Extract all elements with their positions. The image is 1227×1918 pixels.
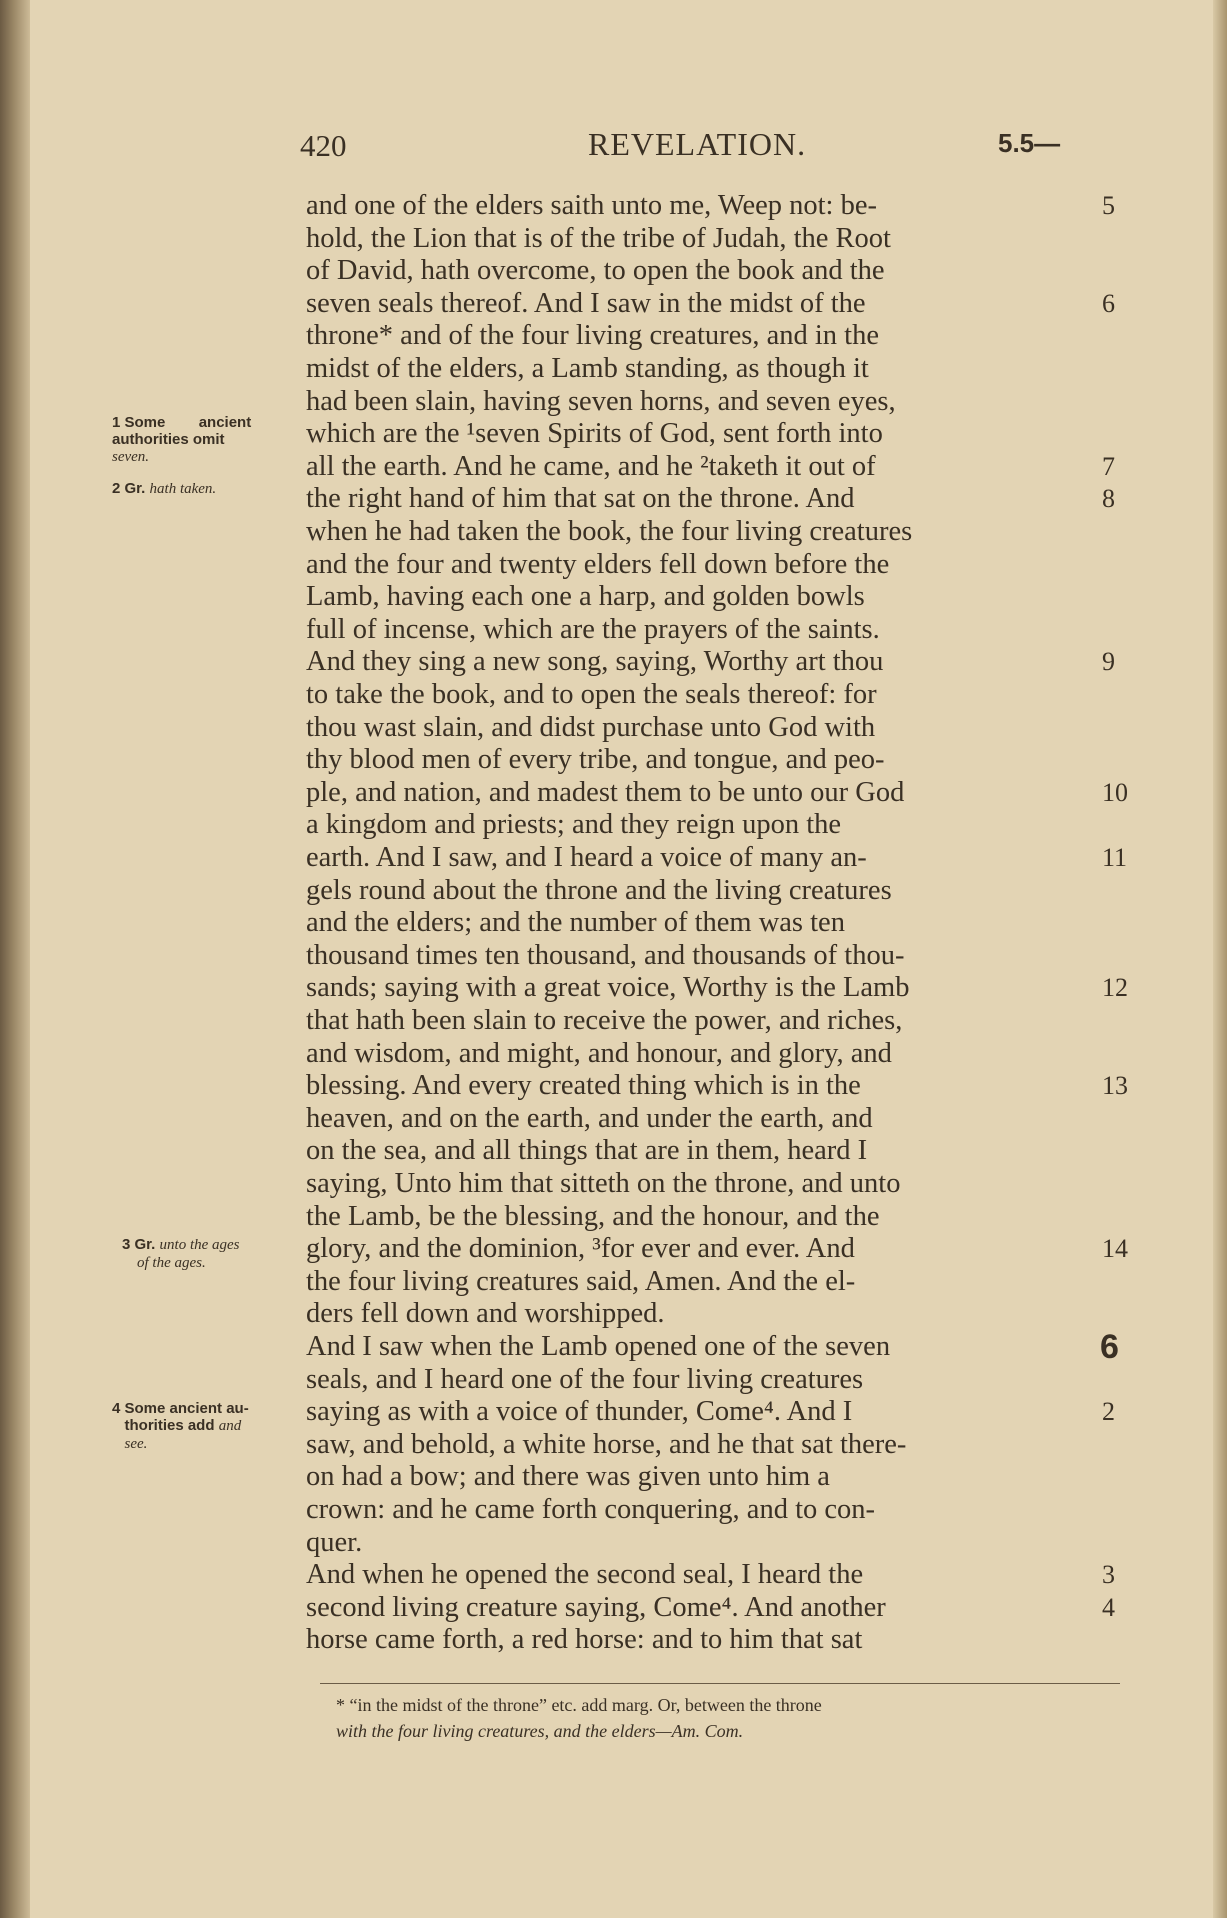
text-line: a kingdom and priests; and they reign upon the <box>306 809 842 841</box>
text-line: the Lamb, be the blessing, and the honour, and the <box>306 1200 880 1232</box>
verse-number: 13 <box>1102 1071 1128 1101</box>
text-line: crown: and he came forth conquering, and to con- <box>306 1494 875 1525</box>
margin-note-1: 1 Some ancient authorities omit seven. <box>112 414 252 465</box>
verse-number: 6 <box>1102 288 1115 318</box>
book-title: REVELATION. <box>588 126 807 162</box>
verse-number: 9 <box>1102 647 1115 677</box>
verse-number: 7 <box>1102 451 1115 481</box>
text-line: all the earth. And he came, and he ²taketh it out of <box>306 450 876 482</box>
text-line: throne* and of the four living creatures, and in the <box>306 320 879 352</box>
footnote-divider <box>320 1683 1120 1684</box>
text-line: horse came forth, a red horse: and to him that sat <box>306 1624 863 1656</box>
text-line: midst of the elders, a Lamb standing, as though it <box>306 353 869 384</box>
verse-number: 5 <box>1102 191 1115 220</box>
text-line: the right hand of him that sat on the throne. And <box>306 483 855 515</box>
text-line: And I saw when the Lamb opened one of the seven <box>306 1331 891 1362</box>
margin-note-4: 4 Some ancient au- thorities add and see. <box>112 1400 249 1452</box>
page-edge <box>1213 0 1227 1918</box>
text-line: heaven, and on the earth, and under the earth, and <box>306 1102 873 1134</box>
margin-note-3: 3 Gr. unto the ages of the ages. <box>122 1236 240 1271</box>
text-line: on the sea, and all things that are in them, heard I <box>306 1135 868 1167</box>
verse-number: 8 <box>1102 484 1115 514</box>
text-line: on had a bow; and there was given unto him a <box>306 1461 830 1493</box>
text-line: that hath been slain to receive the power, and riches, <box>306 1005 903 1036</box>
text-line: blessing. And every created thing which is in the <box>306 1070 861 1102</box>
text-line: And they sing a new song, saying, Worthy art thou <box>306 646 884 678</box>
chapter-number: 6 <box>1100 1328 1119 1366</box>
chapter-verse-reference: 5.5— <box>998 128 1061 158</box>
text-line: seven seals thereof. And I saw in the midst of the <box>306 287 866 319</box>
text-line: gels round about the throne and the living creatures <box>306 874 892 906</box>
text-line: and the elders; and the number of them was ten <box>306 907 845 939</box>
text-line: and one of the elders saith unto me, Weep not: be- <box>306 190 877 221</box>
text-line: ders fell down and worshipped. <box>306 1298 665 1330</box>
text-line: thou wast slain, and didst purchase unto God with <box>306 711 876 743</box>
verse-number: 12 <box>1102 973 1128 1003</box>
text-line: thousand times ten thousand, and thousands of thou- <box>306 939 905 971</box>
text-line: the four living creatures said, Amen. And the el- <box>306 1265 856 1297</box>
verse-number: 4 <box>1102 1592 1115 1622</box>
text-line: of David, hath overcome, to open the book and the <box>306 255 885 287</box>
footnote-line-1: * “in the midst of the throne” etc. add marg. Or, between the throne <box>336 1695 822 1715</box>
text-line: sands; saying with a great voice, Worthy is the Lamb <box>306 972 910 1004</box>
text-line: full of incense, which are the prayers of the saints. <box>306 613 880 645</box>
text-line: saw, and behold, a white horse, and he that sat there- <box>306 1428 907 1460</box>
book-spine-shadow <box>0 0 30 1918</box>
text-line: which are the ¹seven Spirits of God, sent forth into <box>306 418 883 450</box>
verse-number: 14 <box>1102 1234 1128 1264</box>
text-line: second living creature saying, Come⁴. And another <box>306 1591 886 1623</box>
verse-number: 11 <box>1102 843 1128 872</box>
text-line: seals, and I heard one of the four living creatures <box>306 1363 864 1395</box>
text-line: thy blood men of every tribe, and tongue, and peo- <box>306 744 885 776</box>
text-line: saying as with a voice of thunder, Come⁴. And I <box>306 1396 853 1428</box>
page-number: 420 <box>300 128 347 163</box>
text-line: hold, the Lion that is of the tribe of Judah, the Root <box>306 222 891 254</box>
text-line: ple, and nation, and madest them to be unto our God <box>306 776 905 808</box>
text-line: glory, and the dominion, ³for ever and ever. And <box>306 1233 855 1265</box>
text-line: earth. And I saw, and I heard a voice of many an- <box>306 842 867 873</box>
footnote-line-2: with the four living creatures, and the elders—Am. Com. <box>336 1721 744 1741</box>
text-line: and wisdom, and might, and honour, and glory, and <box>306 1037 892 1069</box>
margin-note-2: 2 Gr. hath taken. <box>112 480 217 497</box>
text-line: and the four and twenty elders fell down before the <box>306 548 890 580</box>
text-line: had been slain, having seven horns, and seven eyes, <box>306 385 896 417</box>
verse-number: 10 <box>1102 777 1128 807</box>
text-line: And when he opened the second seal, I heard the <box>306 1559 864 1591</box>
verse-number: 3 <box>1102 1560 1115 1590</box>
text-line: saying, Unto him that sitteth on the throne, and unto <box>306 1168 901 1199</box>
text-line: to take the book, and to open the seals thereof: for <box>306 679 877 710</box>
running-head <box>300 120 1080 170</box>
text-line: when he had taken the book, the four living creatures <box>306 516 913 547</box>
text-line: Lamb, having each one a harp, and golden bowls <box>306 581 865 613</box>
verse-number: 2 <box>1102 1397 1115 1427</box>
text-line: quer. <box>306 1526 363 1558</box>
footnote <box>336 1692 1126 1744</box>
